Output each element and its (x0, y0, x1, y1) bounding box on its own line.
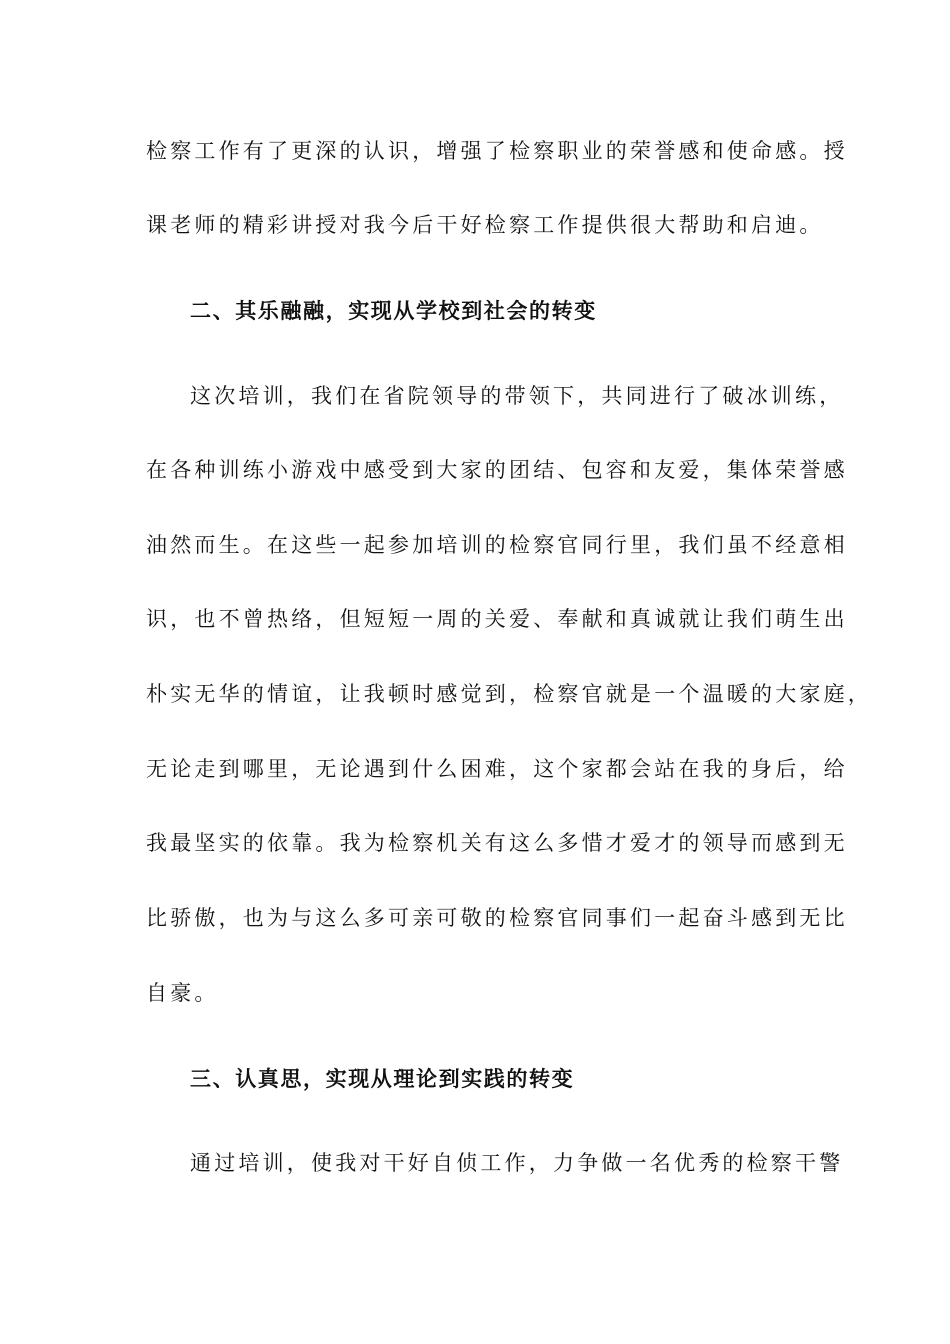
paragraph-line: 识，也不曾热络，但短短一周的关爱、奉献和真诚就让我们萌生出 (146, 607, 848, 631)
paragraph-line: 检察工作有了更深的认识，增强了检察职业的荣誉感和使命感。授 (146, 139, 848, 163)
paragraph-line: 自豪。 (146, 981, 219, 1005)
paragraph-line: 在各种训练小游戏中感受到大家的团结、包容和友爱，集体荣誉感 (146, 458, 848, 482)
paragraph-line: 课老师的精彩讲授对我今后干好检察工作提供很大帮助和启迪。 (146, 213, 824, 237)
paragraph-line: 朴实无华的情谊，让我顿时感觉到，检察官就是一个温暖的大家庭， (146, 682, 872, 706)
section-heading-3: 三、认真思，实现从理论到实践的转变 (190, 1066, 575, 1091)
paragraph-line: 通过培训，使我对干好自侦工作，力争做一名优秀的检察干警 (190, 1151, 844, 1175)
paragraph-line: 我最坚实的依靠。我为检察机关有这么多惜才爱才的领导而感到无 (146, 831, 848, 855)
paragraph-line: 这次培训，我们在省院领导的带领下，共同进行了破冰训练， (190, 384, 844, 408)
paragraph-line: 油然而生。在这些一起参加培训的检察官同行里，我们虽不经意相 (146, 533, 848, 557)
paragraph-line: 比骄傲，也为与这么多可亲可敬的检察官同事们一起奋斗感到无比 (146, 906, 848, 930)
paragraph-line: 无论走到哪里，无论遇到什么困难，这个家都会站在我的身后，给 (146, 757, 848, 781)
section-heading-2: 二、其乐融融，实现从学校到社会的转变 (190, 298, 597, 323)
